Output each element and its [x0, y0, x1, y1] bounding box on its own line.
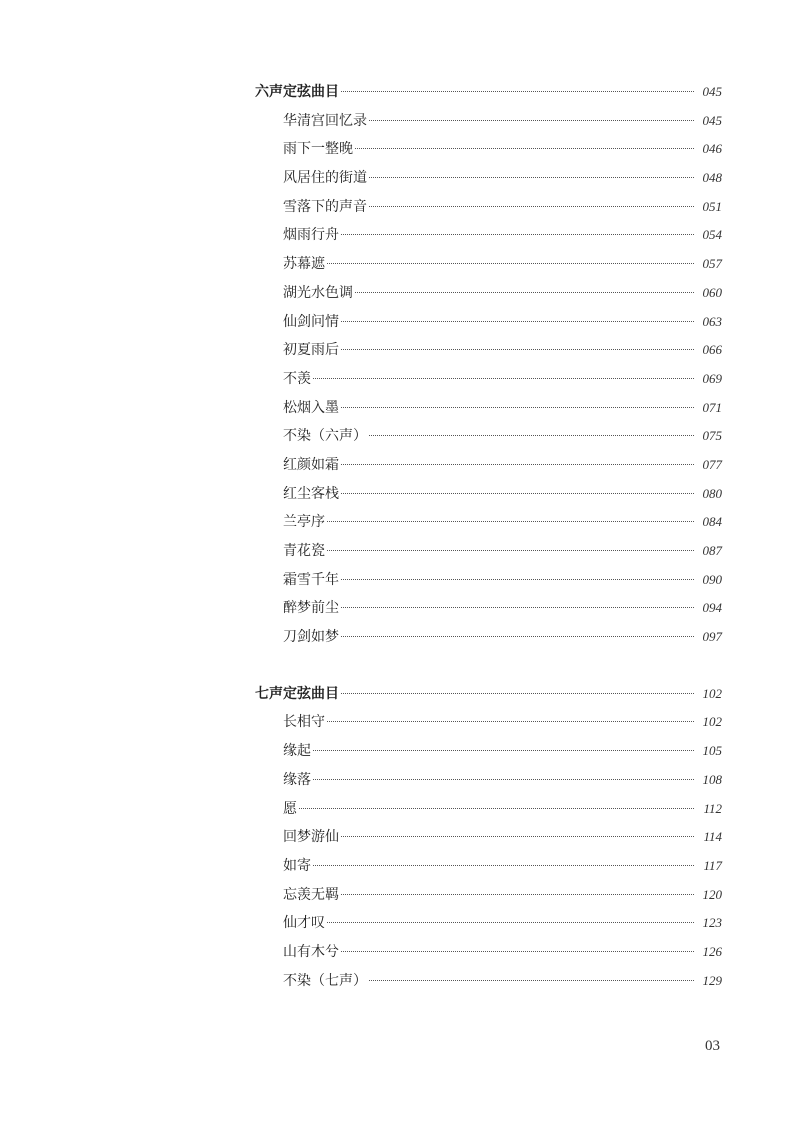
- entry-page-number: 069: [702, 370, 722, 386]
- entry-page-number: 102: [702, 685, 722, 701]
- entry-page-number: 066: [702, 342, 722, 358]
- toc-entry[interactable]: [255, 737, 722, 766]
- dot-leader: [341, 579, 694, 580]
- dot-leader: [341, 321, 694, 322]
- entry-title: 不染（七声）: [283, 972, 367, 989]
- toc-entry[interactable]: [255, 308, 722, 337]
- entry-title: 缘起: [283, 743, 311, 760]
- entry-title: 不染（六声）: [283, 428, 367, 445]
- toc-entry[interactable]: [255, 537, 722, 566]
- entry-title: 初夏雨后: [283, 342, 339, 359]
- toc-entry[interactable]: [255, 708, 722, 737]
- entry-title: 兰亭序: [283, 514, 325, 531]
- entry-title: 雪落下的声音: [283, 198, 367, 215]
- entry-title: 雨下一整晚: [283, 141, 353, 158]
- toc-entry[interactable]: [255, 881, 722, 910]
- toc-entry[interactable]: [255, 365, 722, 394]
- entry-page-number: 046: [702, 141, 722, 157]
- entry-title: 红尘客栈: [283, 485, 339, 502]
- dot-leader: [313, 378, 694, 379]
- section-title: 七声定弦曲目: [255, 685, 339, 702]
- entry-title: 松烟入墨: [283, 399, 339, 416]
- entry-page-number: 102: [702, 714, 722, 730]
- toc-entry[interactable]: [255, 279, 722, 308]
- entry-title: 仙剑问情: [283, 313, 339, 330]
- entry-title: 不羡: [283, 370, 311, 387]
- table-of-contents: [255, 78, 722, 1023]
- entry-page-number: 057: [702, 256, 722, 272]
- entry-page-number: 077: [702, 456, 722, 472]
- dot-leader: [341, 951, 694, 952]
- dot-leader: [355, 292, 694, 293]
- toc-section: [255, 680, 722, 996]
- dot-leader: [327, 550, 694, 551]
- entry-page-number: 080: [702, 485, 722, 501]
- dot-leader: [313, 750, 694, 751]
- dot-leader: [369, 120, 694, 121]
- dot-leader: [341, 234, 694, 235]
- dot-leader: [341, 91, 694, 92]
- entry-page-number: 060: [702, 284, 722, 300]
- entry-page-number: 071: [702, 399, 722, 415]
- section-title: 六声定弦曲目: [255, 84, 339, 100]
- dot-leader: [341, 349, 694, 350]
- entry-title: 忘羡无羁: [283, 886, 339, 903]
- entry-page-number: 105: [702, 743, 722, 759]
- toc-entry[interactable]: [255, 566, 722, 595]
- toc-entry[interactable]: [255, 193, 722, 222]
- dot-leader: [341, 493, 694, 494]
- toc-entry[interactable]: [255, 221, 722, 250]
- toc-entry[interactable]: [255, 938, 722, 967]
- dot-leader: [313, 779, 694, 780]
- entry-page-number: 051: [702, 198, 722, 214]
- entry-page-number: 054: [702, 227, 722, 243]
- entry-title: 苏幕遮: [283, 256, 325, 273]
- entry-title: 缘落: [283, 771, 311, 788]
- entry-title: 山有木兮: [283, 943, 339, 960]
- toc-entry[interactable]: [255, 766, 722, 795]
- entry-title: 风居住的街道: [283, 170, 367, 187]
- toc-entry[interactable]: [255, 795, 722, 824]
- entry-title: 长相守: [283, 714, 325, 731]
- toc-entry[interactable]: [255, 967, 722, 996]
- toc-entry[interactable]: [255, 164, 722, 193]
- dot-leader: [369, 980, 694, 981]
- toc-entry[interactable]: [255, 107, 722, 136]
- entry-page-number: 045: [702, 112, 722, 128]
- entry-page-number: 075: [702, 428, 722, 444]
- dot-leader: [313, 865, 694, 866]
- toc-section: [255, 78, 722, 652]
- dot-leader: [341, 693, 694, 694]
- toc-entry[interactable]: [255, 909, 722, 938]
- dot-leader: [299, 808, 694, 809]
- entry-title: 如寄: [283, 857, 311, 874]
- entry-page-number: 097: [702, 629, 722, 645]
- toc-section-heading[interactable]: [255, 680, 722, 709]
- entry-page-number: 048: [702, 170, 722, 186]
- toc-entry[interactable]: [255, 422, 722, 451]
- entry-page-number: 090: [702, 571, 722, 587]
- dot-leader: [369, 206, 694, 207]
- toc-entry[interactable]: [255, 852, 722, 881]
- dot-leader: [369, 177, 694, 178]
- entry-page-number: 126: [702, 943, 722, 959]
- dot-leader: [355, 148, 694, 149]
- toc-entry[interactable]: [255, 508, 722, 537]
- dot-leader: [341, 894, 694, 895]
- toc-entry[interactable]: [255, 623, 722, 652]
- entry-title: 烟雨行舟: [283, 227, 339, 244]
- dot-leader: [327, 922, 694, 923]
- entry-title: 刀剑如梦: [283, 629, 339, 646]
- entry-page-number: 117: [703, 857, 722, 873]
- dot-leader: [341, 407, 694, 408]
- dot-leader: [327, 521, 694, 522]
- entry-title: 霜雪千年: [283, 571, 339, 588]
- dot-leader: [369, 435, 694, 436]
- page-number: 03: [705, 1038, 720, 1054]
- entry-page-number: 087: [702, 543, 722, 558]
- toc-entry[interactable]: [255, 480, 722, 509]
- entry-title: 愿: [283, 800, 297, 817]
- entry-page-number: 084: [702, 514, 722, 530]
- toc-entry[interactable]: [255, 250, 722, 279]
- entry-page-number: 112: [703, 800, 722, 816]
- dot-leader: [341, 607, 694, 608]
- entry-title: 仙才叹: [283, 915, 325, 932]
- entry-page-number: 114: [703, 829, 722, 845]
- entry-page-number: 120: [702, 886, 722, 902]
- entry-page-number: 108: [702, 771, 722, 787]
- toc-entry[interactable]: [255, 394, 722, 423]
- entry-page-number: 094: [702, 600, 722, 616]
- dot-leader: [341, 836, 694, 837]
- entry-title: 回梦游仙: [283, 829, 339, 846]
- toc-entry[interactable]: [255, 336, 722, 365]
- entry-page-number: 045: [702, 84, 722, 99]
- entry-title: 华清宫回忆录: [283, 112, 367, 129]
- entry-page-number: 123: [702, 915, 722, 931]
- toc-entry[interactable]: [255, 451, 722, 480]
- toc-entry[interactable]: [255, 594, 722, 623]
- dot-leader: [341, 636, 694, 637]
- entry-title: 青花瓷: [283, 543, 325, 559]
- toc-section-heading[interactable]: [255, 78, 722, 107]
- entry-title: 醉梦前尘: [283, 600, 339, 617]
- toc-entry[interactable]: [255, 135, 722, 164]
- dot-leader: [341, 464, 694, 465]
- entry-title: 湖光水色调: [283, 284, 353, 301]
- dot-leader: [327, 721, 694, 722]
- dot-leader: [327, 263, 694, 264]
- entry-page-number: 129: [702, 972, 722, 988]
- entry-title: 红颜如霜: [283, 456, 339, 473]
- entry-page-number: 063: [702, 313, 722, 329]
- toc-entry[interactable]: [255, 823, 722, 852]
